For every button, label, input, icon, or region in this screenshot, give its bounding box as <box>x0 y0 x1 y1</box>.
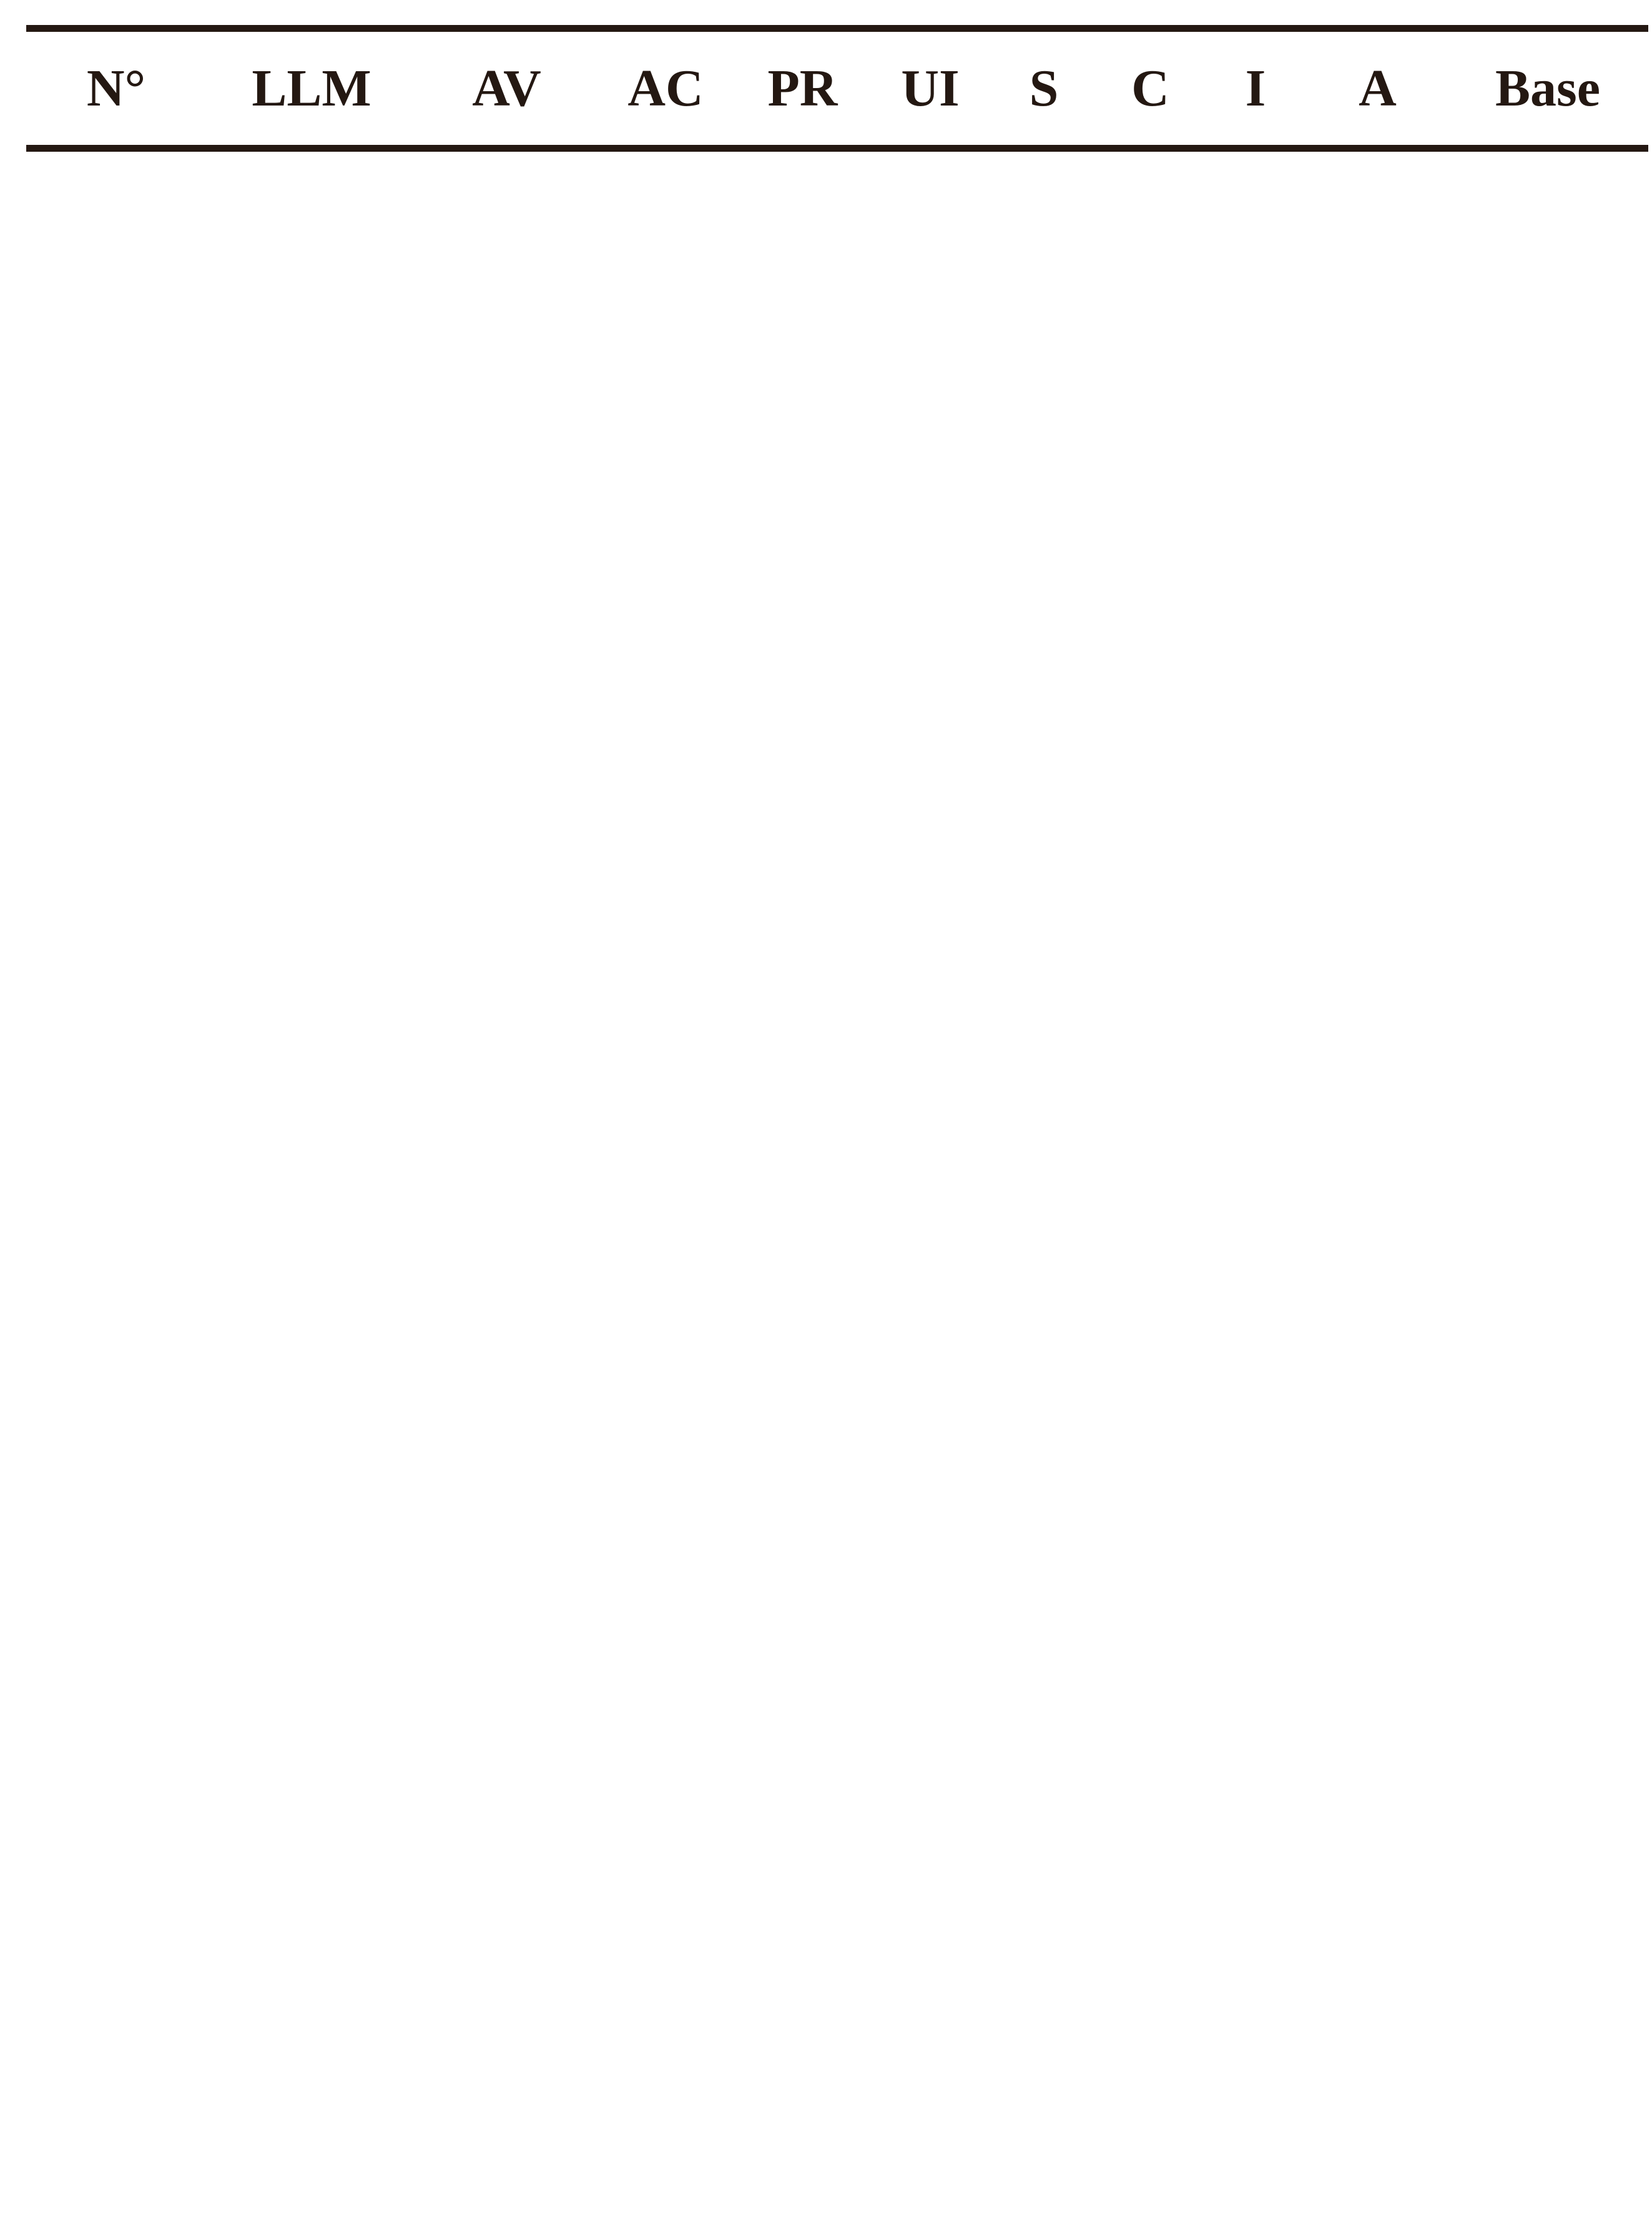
column-header-c: C <box>1131 59 1169 117</box>
paper-table-page <box>0 25 1652 152</box>
cvss-results-table <box>26 25 1648 152</box>
column-header-llm: LLM <box>252 59 371 117</box>
column-header-ui: UI <box>901 59 960 117</box>
header-row <box>26 29 1648 149</box>
column-header-i: I <box>1245 59 1266 117</box>
column-header-a: A <box>1359 59 1397 117</box>
table-header <box>26 29 1648 149</box>
column-header-av: AV <box>472 59 541 117</box>
column-header-ac: AC <box>627 59 704 117</box>
column-header-n: N° <box>86 59 146 117</box>
column-header-s: S <box>1029 59 1059 117</box>
column-header-base: Base <box>1495 59 1600 117</box>
column-header-pr: PR <box>767 59 838 117</box>
